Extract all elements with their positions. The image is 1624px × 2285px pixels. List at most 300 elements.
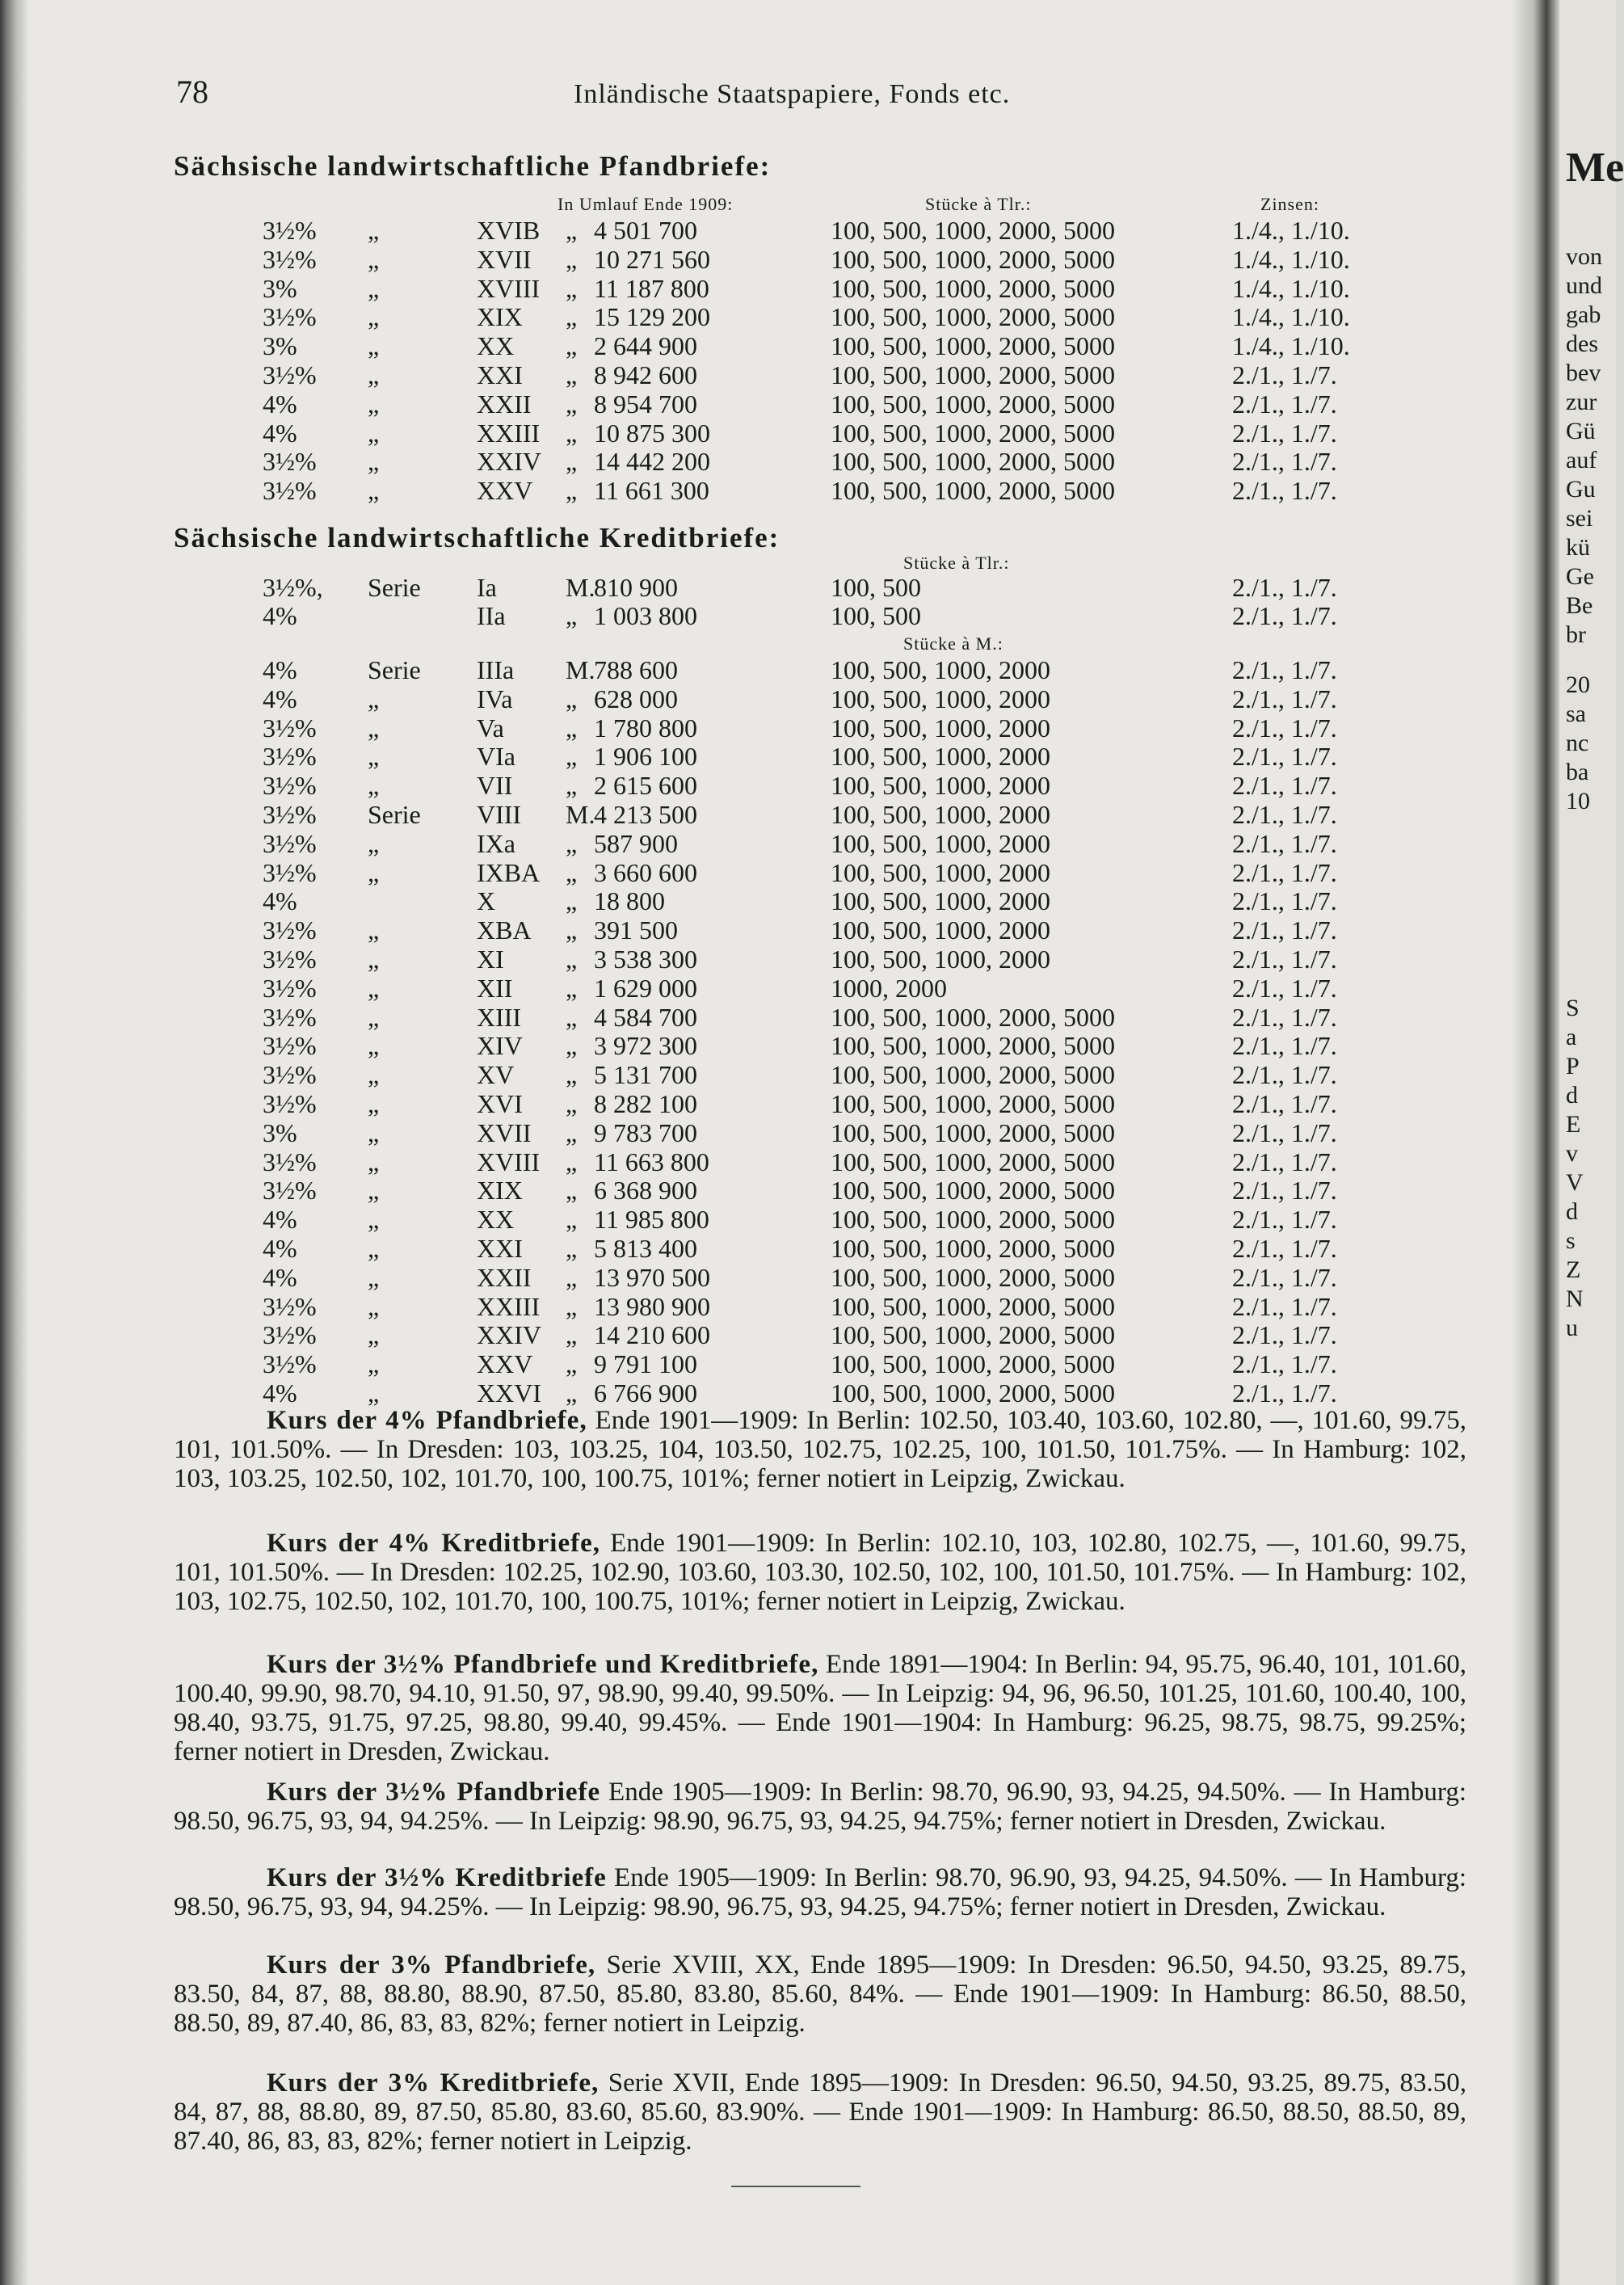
table-row xyxy=(0,974,1503,1002)
facing-page-edge xyxy=(1559,0,1624,2285)
cell-series: IIIa xyxy=(477,655,515,684)
cell-rate: 3½% xyxy=(263,302,317,332)
cell-interest: 2./1., 1./7. xyxy=(1232,1320,1337,1350)
cell-interest: 2./1., 1./7. xyxy=(1232,1262,1337,1292)
cell-amount: 5 813 400 xyxy=(594,1234,697,1263)
table-row xyxy=(0,859,1503,886)
cell-denoms: 100, 500, 1000, 2000, 5000 xyxy=(831,1320,1115,1350)
cell-denoms: 100, 500, 1000, 2000 xyxy=(831,857,1050,887)
table-row xyxy=(0,1090,1503,1117)
facing-page-text: Be xyxy=(1566,592,1593,619)
cell-denoms: 100, 500, 1000, 2000, 5000 xyxy=(831,1378,1115,1408)
cell-rate: 3½% xyxy=(263,742,317,772)
cell-a: „ xyxy=(368,1176,380,1206)
cell-series: Va xyxy=(477,713,504,743)
price-note xyxy=(174,2068,1466,2156)
table-row xyxy=(0,1264,1503,1291)
facing-page-text: s xyxy=(1566,1227,1576,1254)
cell-unit: „ xyxy=(566,331,578,361)
cell-rate: 3½% xyxy=(263,1176,317,1206)
cell-interest: 2./1., 1./7. xyxy=(1232,1117,1337,1147)
cell-series: XX xyxy=(477,1205,515,1235)
cell-a: „ xyxy=(368,418,380,448)
cell-a: „ xyxy=(368,1320,380,1350)
cell-a: „ xyxy=(368,828,380,858)
cell-rate: 3½% xyxy=(263,476,317,506)
cell-rate: 3½% xyxy=(263,771,317,801)
note-text: Ende 1905—1909: In Berlin: 98.70, 96.90, 93, 94.25, 94.50%. — In Hamburg: 98.50, 96.75, 93, 94, 94.25%. — In Leipzig: 98.90, 96.75, 93, 94.25, 94.75%; ferner notiert in Dresden, Zwickau. xyxy=(174,1863,1467,1921)
cell-interest: 2./1., 1./7. xyxy=(1232,1176,1337,1206)
price-note xyxy=(174,1529,1466,1616)
facing-page-text: v xyxy=(1566,1140,1578,1167)
cell-amount: 2 615 600 xyxy=(594,771,697,801)
cell-series: XVIB xyxy=(477,216,541,245)
cell-unit: „ xyxy=(566,389,578,419)
cell-unit: „ xyxy=(566,1031,578,1061)
cell-interest: 2./1., 1./7. xyxy=(1232,1378,1337,1408)
cell-series: XIX xyxy=(477,1176,523,1206)
table-row xyxy=(0,332,1503,360)
note-lead: Kurs der 3½% Kreditbriefe xyxy=(267,1863,607,1892)
cell-amount: 13 970 500 xyxy=(594,1262,710,1292)
cell-amount: 1 003 800 xyxy=(594,601,697,630)
price-note xyxy=(174,1650,1466,1766)
cell-a: „ xyxy=(368,945,380,974)
facing-page-text: 10 xyxy=(1566,788,1590,814)
kreditbriefe-heading: Sächsische landwirtschaftliche Kreditbriefe: xyxy=(174,522,780,553)
table-row xyxy=(0,685,1503,713)
cell-amount: 1 906 100 xyxy=(594,742,697,772)
cell-denoms: 100, 500, 1000, 2000, 5000 xyxy=(831,1349,1115,1379)
facing-page-text: P xyxy=(1566,1053,1580,1079)
note-lead: Kurs der 4% Kreditbriefe, xyxy=(267,1529,601,1558)
cell-amount: 8 282 100 xyxy=(594,1089,697,1118)
cell-series: XXIII xyxy=(477,418,541,448)
cell-a: Serie xyxy=(368,800,421,829)
cell-amount: 8 954 700 xyxy=(594,389,697,419)
cell-amount: 11 663 800 xyxy=(594,1147,709,1176)
cell-rate: 4% xyxy=(263,601,297,630)
cell-denoms: 100, 500, 1000, 2000 xyxy=(831,915,1050,945)
cell-interest: 2./1., 1./7. xyxy=(1232,1060,1337,1090)
cell-interest: 2./1., 1./7. xyxy=(1232,742,1337,772)
cell-amount: 11 985 800 xyxy=(594,1205,709,1235)
cell-interest: 2./1., 1./7. xyxy=(1232,1234,1337,1263)
cell-interest: 2./1., 1./7. xyxy=(1232,476,1337,506)
table-row xyxy=(0,303,1503,330)
cell-denoms: 100, 500, 1000, 2000, 5000 xyxy=(831,447,1115,477)
cell-amount: 2 644 900 xyxy=(594,331,697,361)
table-row xyxy=(0,656,1503,684)
cell-series: XVIII xyxy=(477,273,541,303)
cell-rate: 3½%, xyxy=(263,573,323,602)
cell-unit: „ xyxy=(566,476,578,506)
cell-amount: 6 368 900 xyxy=(594,1176,697,1206)
facing-page-text: und xyxy=(1566,272,1602,299)
cell-unit: „ xyxy=(566,447,578,477)
col-denominations-m: Stücke à M.: xyxy=(903,633,1003,654)
cell-a: Serie xyxy=(368,655,421,684)
cell-denoms: 100, 500, 1000, 2000, 5000 xyxy=(831,1031,1115,1061)
cell-denoms: 100, 500, 1000, 2000, 5000 xyxy=(831,418,1115,448)
table-row xyxy=(0,916,1503,944)
cell-denoms: 100, 500, 1000, 2000, 5000 xyxy=(831,216,1115,245)
cell-amount: 11 187 800 xyxy=(594,273,709,303)
cell-rate: 4% xyxy=(263,418,297,448)
cell-amount: 4 501 700 xyxy=(594,216,697,245)
note-text: Serie XVIII, XX, Ende 1895—1909: In Dresden: 96.50, 94.50, 93.25, 89.75, 83.50, 84, 87, 88, 88.80, 88.90, 87.50, 85.80, 83.80, 85.60, 84%. — Ende 1901—1909: In Hamburg: 86.50, 88.50, 88.50, 89, 87.40, 86, 83, 83, 82%; ferner notiert in Leipzig. xyxy=(174,1950,1466,2038)
cell-a: „ xyxy=(368,771,380,801)
cell-denoms: 100, 500 xyxy=(831,573,921,602)
cell-interest: 2./1., 1./7. xyxy=(1232,828,1337,858)
cell-rate: 3½% xyxy=(263,915,317,945)
cell-amount: 4 213 500 xyxy=(594,800,697,829)
cell-unit: „ xyxy=(566,1262,578,1292)
cell-a: „ xyxy=(368,973,380,1003)
facing-page-text: E xyxy=(1566,1111,1581,1138)
cell-denoms: 100, 500, 1000, 2000, 5000 xyxy=(831,1147,1115,1176)
facing-page-text: auf xyxy=(1566,447,1597,473)
cell-rate: 3½% xyxy=(263,1320,317,1350)
cell-rate: 4% xyxy=(263,655,297,684)
facing-page-text: Gü xyxy=(1566,418,1596,444)
cell-unit: „ xyxy=(566,973,578,1003)
cell-unit: „ xyxy=(566,1234,578,1263)
cell-a: „ xyxy=(368,1060,380,1090)
note-lead: Kurs der 4% Pfandbriefe, xyxy=(267,1406,587,1435)
cell-interest: 1./4., 1./10. xyxy=(1232,302,1350,332)
cell-interest: 2./1., 1./7. xyxy=(1232,447,1337,477)
cell-a: „ xyxy=(368,476,380,506)
page-header xyxy=(0,73,1551,121)
cell-a: Serie xyxy=(368,573,421,602)
facing-page-text: nc xyxy=(1566,730,1589,756)
cell-a: „ xyxy=(368,1349,380,1379)
table-row xyxy=(0,830,1503,857)
cell-denoms: 100, 500, 1000, 2000 xyxy=(831,742,1050,772)
cell-a: „ xyxy=(368,273,380,303)
facing-page-text: Gu xyxy=(1566,476,1596,503)
cell-unit: M. xyxy=(566,655,595,684)
cell-denoms: 100, 500 xyxy=(831,601,921,630)
note-text: Ende 1901—1909: In Berlin: 102.50, 103.40, 103.60, 102.80, —, 101.60, 99.75, 101, 101.50%. — In Dresden: 103, 103.25, 104, 103.50, 102.75, 102.25, 100, 101.50, 101.75%. — In Hamburg: 102, 103, 103.25, 102.50, 102, 101.70, 100, 100.75, 101%; ferner notiert in Leipzig, Zwickau. xyxy=(174,1406,1466,1493)
cell-a: „ xyxy=(368,1234,380,1263)
cell-amount: 1 629 000 xyxy=(594,973,697,1003)
cell-series: IIa xyxy=(477,601,506,630)
table-row xyxy=(0,1379,1503,1407)
cell-unit: „ xyxy=(566,915,578,945)
cell-rate: 4% xyxy=(263,684,297,713)
cell-amount: 10 271 560 xyxy=(594,244,710,274)
cell-a: „ xyxy=(368,360,380,389)
cell-rate: 4% xyxy=(263,886,297,916)
cell-denoms: 100, 500, 1000, 2000 xyxy=(831,771,1050,801)
facing-page-text: Z xyxy=(1566,1256,1581,1283)
cell-interest: 2./1., 1./7. xyxy=(1232,771,1337,801)
facing-page-text: V xyxy=(1566,1169,1584,1196)
cell-amount: 5 131 700 xyxy=(594,1060,697,1090)
cell-denoms: 100, 500, 1000, 2000, 5000 xyxy=(831,302,1115,332)
cell-series: XXI xyxy=(477,1234,523,1263)
page-gutter xyxy=(1511,0,1559,2285)
cell-unit: „ xyxy=(566,216,578,245)
price-note xyxy=(174,1406,1466,1493)
cell-amount: 6 766 900 xyxy=(594,1378,697,1408)
cell-interest: 2./1., 1./7. xyxy=(1232,973,1337,1003)
facing-page-text: Me xyxy=(1566,145,1624,191)
cell-denoms: 100, 500, 1000, 2000, 5000 xyxy=(831,476,1115,506)
cell-interest: 2./1., 1./7. xyxy=(1232,655,1337,684)
cell-denoms: 100, 500, 1000, 2000 xyxy=(831,945,1050,974)
cell-rate: 3½% xyxy=(263,945,317,974)
cell-rate: 3% xyxy=(263,1117,297,1147)
cell-unit: „ xyxy=(566,1147,578,1176)
note-text: Serie XVII, Ende 1895—1909: In Dresden: 96.50, 94.50, 93.25, 89.75, 83.50, 84, 87, 88, 88.80, 89, 87.50, 85.80, 83.60, 85.60, 83.90%. — Ende 1901—1909: In Hamburg: 86.50, 88.50, 88.50, 89, 87.40, 86, 83, 83, 82%; ferner notiert in Leipzig. xyxy=(174,2068,1466,2156)
cell-series: Ia xyxy=(477,573,497,602)
cell-a: „ xyxy=(368,1117,380,1147)
facing-page-text: u xyxy=(1566,1315,1578,1341)
table-row xyxy=(0,1176,1503,1204)
cell-rate: 3½% xyxy=(263,447,317,477)
cell-rate: 3½% xyxy=(263,360,317,389)
cell-series: XXII xyxy=(477,1262,532,1292)
cell-unit: M. xyxy=(566,573,595,602)
cell-interest: 1./4., 1./10. xyxy=(1232,216,1350,245)
facing-page-text: bev xyxy=(1566,360,1601,386)
running-title: Inländische Staatspapiere, Fonds etc. xyxy=(574,79,1011,109)
cell-rate: 3½% xyxy=(263,973,317,1003)
cell-rate: 3½% xyxy=(263,1291,317,1321)
col-denominations-tlr: Stücke à Tlr.: xyxy=(903,553,1010,573)
table-row xyxy=(0,390,1503,418)
cell-unit: „ xyxy=(566,360,578,389)
cell-rate: 3% xyxy=(263,273,297,303)
cell-rate: 3½% xyxy=(263,1002,317,1032)
cell-unit: „ xyxy=(566,886,578,916)
note-text: Ende 1901—1909: In Berlin: 102.10, 103, 102.80, 102.75, —, 101.60, 99.75, 101, 101.50%. — In Dresden: 102.25, 102.90, 103.60, 103.30, 102.50, 102, 100, 101.50, 101.75%. — In Hamburg: 102, 103, 102.75, 102.50, 102, 101.70, 100, 100.75, 101%; ferner notiert in Leipzig, Zwickau. xyxy=(174,1529,1466,1616)
page-number: 78 xyxy=(176,74,208,110)
cell-interest: 2./1., 1./7. xyxy=(1232,601,1337,630)
cell-interest: 2./1., 1./7. xyxy=(1232,684,1337,713)
cell-denoms: 100, 500, 1000, 2000 xyxy=(831,828,1050,858)
cell-unit: „ xyxy=(566,1176,578,1206)
cell-amount: 628 000 xyxy=(594,684,678,713)
cell-rate: 3½% xyxy=(263,800,317,829)
note-text: Ende 1891—1904: In Berlin: 94, 95.75, 96.40, 101, 101.60, 100.40, 99.90, 98.70, 94.10, 91.50, 97, 98.90, 99.40, 99.50%. — In Leipzig: 94, 96, 96.50, 101.25, 101.60, 100.40, 100, 98.40, 93.75, 91.75, 97.25, 98.80, 99.40, 99.45%. — Ende 1901—1904: In Hamburg: 96.25, 98.75, 98.75, 99.25%; ferner notiert in Dresden, Zwickau. xyxy=(174,1650,1466,1766)
facing-page-text: S xyxy=(1566,995,1580,1021)
cell-a: „ xyxy=(368,1291,380,1321)
facing-page-text: kü xyxy=(1566,534,1590,561)
cell-unit: „ xyxy=(566,1117,578,1147)
table-row xyxy=(0,1235,1503,1262)
cell-series: XVI xyxy=(477,1089,523,1118)
table-row xyxy=(0,246,1503,273)
cell-a: „ xyxy=(368,331,380,361)
facing-page-text: sei xyxy=(1566,505,1593,532)
cell-amount: 14 210 600 xyxy=(594,1320,710,1350)
cell-amount: 3 972 300 xyxy=(594,1031,697,1061)
table-row xyxy=(0,1004,1503,1031)
price-note xyxy=(174,1863,1466,1921)
cell-a: „ xyxy=(368,216,380,245)
cell-amount: 810 900 xyxy=(594,573,678,602)
cell-interest: 2./1., 1./7. xyxy=(1232,1205,1337,1235)
table-row xyxy=(0,1350,1503,1378)
cell-series: XV xyxy=(477,1060,515,1090)
facing-page-text: d xyxy=(1566,1082,1578,1109)
table-row xyxy=(0,801,1503,828)
cell-denoms: 1000, 2000 xyxy=(831,973,947,1003)
cell-rate: 3½% xyxy=(263,244,317,274)
cell-unit: „ xyxy=(566,742,578,772)
end-rule xyxy=(731,2186,860,2187)
cell-series: XXIV xyxy=(477,1320,541,1350)
cell-rate: 3½% xyxy=(263,713,317,743)
cell-unit: „ xyxy=(566,302,578,332)
cell-a: „ xyxy=(368,1031,380,1061)
cell-interest: 2./1., 1./7. xyxy=(1232,886,1337,916)
cell-unit: „ xyxy=(566,857,578,887)
cell-amount: 9 791 100 xyxy=(594,1349,697,1379)
facing-page-text: a xyxy=(1566,1024,1577,1050)
cell-interest: 1./4., 1./10. xyxy=(1232,331,1350,361)
cell-amount: 10 875 300 xyxy=(594,418,710,448)
cell-amount: 13 980 900 xyxy=(594,1291,710,1321)
cell-denoms: 100, 500, 1000, 2000, 5000 xyxy=(831,360,1115,389)
cell-interest: 2./1., 1./7. xyxy=(1232,360,1337,389)
note-lead: Kurs der 3% Pfandbriefe, xyxy=(267,1950,596,1980)
cell-a: „ xyxy=(368,1205,380,1235)
cell-a: „ xyxy=(368,389,380,419)
facing-page-text: gab xyxy=(1566,301,1601,328)
cell-series: XXIV xyxy=(477,447,541,477)
table-row xyxy=(0,1321,1503,1349)
cell-interest: 2./1., 1./7. xyxy=(1232,1291,1337,1321)
cell-unit: „ xyxy=(566,1291,578,1321)
cell-series: IXa xyxy=(477,828,515,858)
cell-series: XX xyxy=(477,331,515,361)
cell-denoms: 100, 500, 1000, 2000, 5000 xyxy=(831,389,1115,419)
cell-unit: „ xyxy=(566,828,578,858)
cell-rate: 4% xyxy=(263,389,297,419)
facing-page-text: d xyxy=(1566,1198,1578,1225)
cell-rate: 3½% xyxy=(263,857,317,887)
cell-amount: 8 942 600 xyxy=(594,360,697,389)
note-lead: Kurs der 3½% Pfandbriefe xyxy=(267,1778,601,1807)
cell-denoms: 100, 500, 1000, 2000, 5000 xyxy=(831,1291,1115,1321)
cell-rate: 3½% xyxy=(263,1089,317,1118)
cell-denoms: 100, 500, 1000, 2000 xyxy=(831,886,1050,916)
cell-denoms: 100, 500, 1000, 2000, 5000 xyxy=(831,1060,1115,1090)
cell-a: „ xyxy=(368,1002,380,1032)
col-interest: Zinsen: xyxy=(1260,194,1319,214)
note-text: Ende 1905—1909: In Berlin: 98.70, 96.90, 93, 94.25, 94.50%. — In Hamburg: 98.50, 96.75, 93, 94, 94.25%. — In Leipzig: 98.90, 96.75, 93, 94.25, 94.75%; ferner notiert in Dresden, Zwickau. xyxy=(174,1778,1466,1836)
cell-rate: 3% xyxy=(263,331,297,361)
cell-a: „ xyxy=(368,915,380,945)
cell-interest: 2./1., 1./7. xyxy=(1232,857,1337,887)
cell-series: XXVI xyxy=(477,1378,541,1408)
table-row xyxy=(0,477,1503,504)
cell-interest: 2./1., 1./7. xyxy=(1232,800,1337,829)
cell-series: XXII xyxy=(477,389,532,419)
cell-series: XIV xyxy=(477,1031,523,1061)
facing-page-text: ba xyxy=(1566,759,1589,785)
cell-unit: M. xyxy=(566,800,595,829)
pfandbriefe-heading: Sächsische landwirtschaftliche Pfandbriefe: xyxy=(174,150,772,182)
note-lead: Kurs der 3½% Pfandbriefe und Kreditbriefe, xyxy=(267,1650,819,1679)
cell-a: „ xyxy=(368,684,380,713)
facing-page-text: von xyxy=(1566,243,1602,270)
cell-a: „ xyxy=(368,244,380,274)
cell-unit: „ xyxy=(566,1349,578,1379)
cell-amount: 18 800 xyxy=(594,886,665,916)
cell-unit: „ xyxy=(566,1089,578,1118)
cell-series: VII xyxy=(477,771,513,801)
cell-series: IXBA xyxy=(477,857,541,887)
facing-page-text: Ge xyxy=(1566,563,1594,590)
table-row xyxy=(0,1293,1503,1320)
cell-amount: 11 661 300 xyxy=(594,476,709,506)
cell-denoms: 100, 500, 1000, 2000, 5000 xyxy=(831,1089,1115,1118)
cell-denoms: 100, 500, 1000, 2000, 5000 xyxy=(831,1205,1115,1235)
table-row xyxy=(0,419,1503,447)
table-row xyxy=(0,361,1503,389)
cell-unit: „ xyxy=(566,273,578,303)
cell-unit: „ xyxy=(566,1002,578,1032)
cell-unit: „ xyxy=(566,945,578,974)
cell-series: IVa xyxy=(477,684,513,713)
cell-denoms: 100, 500, 1000, 2000, 5000 xyxy=(831,1262,1115,1292)
cell-denoms: 100, 500, 1000, 2000, 5000 xyxy=(831,244,1115,274)
cell-rate: 3½% xyxy=(263,1147,317,1176)
cell-a: „ xyxy=(368,447,380,477)
cell-interest: 1./4., 1./10. xyxy=(1232,244,1350,274)
cell-amount: 788 600 xyxy=(594,655,678,684)
cell-denoms: 100, 500, 1000, 2000, 5000 xyxy=(831,1176,1115,1206)
cell-rate: 3½% xyxy=(263,216,317,245)
cell-a: „ xyxy=(368,1378,380,1408)
cell-denoms: 100, 500, 1000, 2000 xyxy=(831,800,1050,829)
cell-a: „ xyxy=(368,302,380,332)
cell-amount: 1 780 800 xyxy=(594,713,697,743)
cell-interest: 2./1., 1./7. xyxy=(1232,1002,1337,1032)
table-row xyxy=(0,772,1503,799)
note-lead: Kurs der 3% Kreditbriefe, xyxy=(267,2068,600,2098)
facing-page-text: zur xyxy=(1566,389,1597,415)
table-row xyxy=(0,602,1503,629)
cell-denoms: 100, 500, 1000, 2000 xyxy=(831,655,1050,684)
price-note xyxy=(174,1950,1466,2038)
cell-series: XVII xyxy=(477,244,532,274)
cell-series: XXV xyxy=(477,476,533,506)
col-circulation: In Umlauf Ende 1909: xyxy=(557,194,734,214)
cell-series: XBA xyxy=(477,915,532,945)
cell-unit: „ xyxy=(566,684,578,713)
cell-unit: „ xyxy=(566,1205,578,1235)
cell-denoms: 100, 500, 1000, 2000, 5000 xyxy=(831,1002,1115,1032)
cell-rate: 4% xyxy=(263,1378,297,1408)
facing-page-text: des xyxy=(1566,330,1598,357)
cell-amount: 15 129 200 xyxy=(594,302,710,332)
cell-rate: 3½% xyxy=(263,828,317,858)
cell-rate: 4% xyxy=(263,1205,297,1235)
cell-amount: 3 660 600 xyxy=(594,857,697,887)
cell-amount: 14 442 200 xyxy=(594,447,710,477)
cell-unit: „ xyxy=(566,244,578,274)
cell-series: XVIII xyxy=(477,1147,541,1176)
cell-unit: „ xyxy=(566,1060,578,1090)
cell-denoms: 100, 500, 1000, 2000, 5000 xyxy=(831,1234,1115,1263)
